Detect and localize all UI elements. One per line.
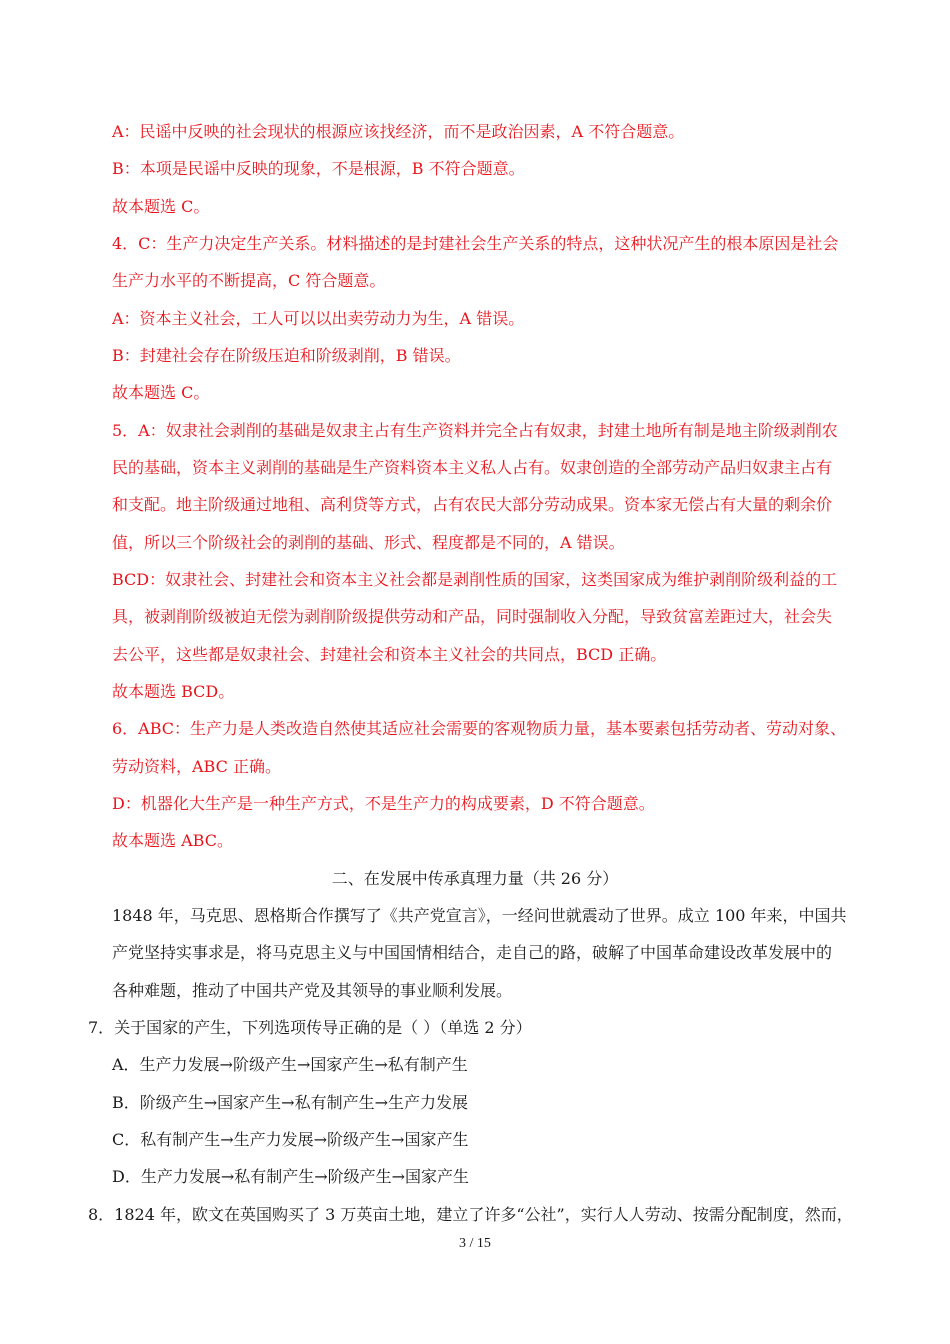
q4-conclusion: 故本题选 C。 [112,383,210,402]
q5-conclusion: 故本题选 BCD。 [112,682,235,701]
page-number: 3 / 15 [459,1236,491,1251]
q5-bcd-explanation-line: 具，被剥削阶级被迫无偿为剥削阶级提供劳动和产品，同时强制收入分配，导致贫富差距过大，社会失 [112,607,833,626]
q6-conclusion: 故本题选 ABC。 [112,831,233,850]
section-intro-line: 产党坚持实事求是，将马克思主义与中国国情相结合，走自己的路，破解了中国革命建设改革发展中的 [112,943,833,962]
q3-conclusion: 故本题选 C。 [112,197,210,216]
q4-explanation-line: 生产力水平的不断提高，C 符合题意。 [112,271,386,290]
q7-stem: 7．关于国家的产生，下列选项传导正确的是（ ）（单选 2 分） [88,1018,532,1037]
q5-explanation-line: 民的基础，资本主义剥削的基础是生产资料资本主义私人占有。奴隶创造的全部劳动产品归奴隶主占有 [112,458,833,477]
q4-option-b-explanation: B：封建社会存在阶级压迫和阶级剥削，B 错误。 [112,346,461,365]
q3-option-b-explanation: B：本项是民谣中反映的现象，不是根源，B 不符合题意。 [112,159,525,178]
section-intro-line: 1848 年，马克思、恩格斯合作撰写了《共产党宣言》，一经问世就震动了世界。成立 100 年来，中国共 [112,906,847,925]
q6-explanation-line: 6．ABC：生产力是人类改造自然使其适应社会需要的客观物质力量，基本要素包括劳动者、劳动对象、 [112,719,847,738]
q4-option-a-explanation: A：资本主义社会，工人可以以出卖劳动力为生，A 错误。 [112,309,525,328]
q5-explanation-line: 和支配。地主阶级通过地租、高利贷等方式，占有农民大部分劳动成果。资本家无偿占有大量的剩余价 [112,495,833,514]
section-heading: 二、在发展中传承真理力量（共 26 分） [331,869,619,888]
section-intro-line: 各种难题，推动了中国共产党及其领导的事业顺利发展。 [112,981,513,1000]
q4-explanation-line: 4．C：生产力决定生产关系。材料描述的是封建社会生产关系的特点，这种状况产生的根本原因是社会 [112,234,839,253]
q8-stem: 8．1824 年，欧文在英国购买了 3 万英亩土地，建立了许多“公社”，实行人人劳动、按需分配制度，然而， [88,1205,853,1224]
q5-explanation-line: 值，所以三个阶级社会的剥削的基础、形式、程度都是不同的，A 错误。 [112,533,625,552]
q6-option-d-explanation: D：机器化大生产是一种生产方式，不是生产力的构成要素，D 不符合题意。 [112,794,655,813]
q7-option-a: A．生产力发展→阶级产生→国家产生→私有制产生 [112,1055,468,1074]
q3-option-a-explanation: A：民谣中反映的社会现状的根源应该找经济，而不是政治因素，A 不符合题意。 [112,122,685,141]
q5-bcd-explanation-line: BCD：奴隶社会、封建社会和资本主义社会都是剥削性质的国家，这类国家成为维护剥削阶级利益的工 [112,570,838,589]
q7-option-b: B．阶级产生→国家产生→私有制产生→生产力发展 [112,1093,468,1112]
q7-option-c: C．私有制产生→生产力发展→阶级产生→国家产生 [112,1130,469,1149]
q7-option-d: D．生产力发展→私有制产生→阶级产生→国家产生 [112,1167,470,1186]
q5-bcd-explanation-line: 去公平，这些都是奴隶社会、封建社会和资本主义社会的共同点，BCD 正确。 [112,645,667,664]
q5-explanation-line: 5．A：奴隶社会剥削的基础是奴隶主占有生产资料并完全占有奴隶，封建土地所有制是地主阶级剥削农 [112,421,838,440]
q6-explanation-line: 劳动资料，ABC 正确。 [112,757,281,776]
